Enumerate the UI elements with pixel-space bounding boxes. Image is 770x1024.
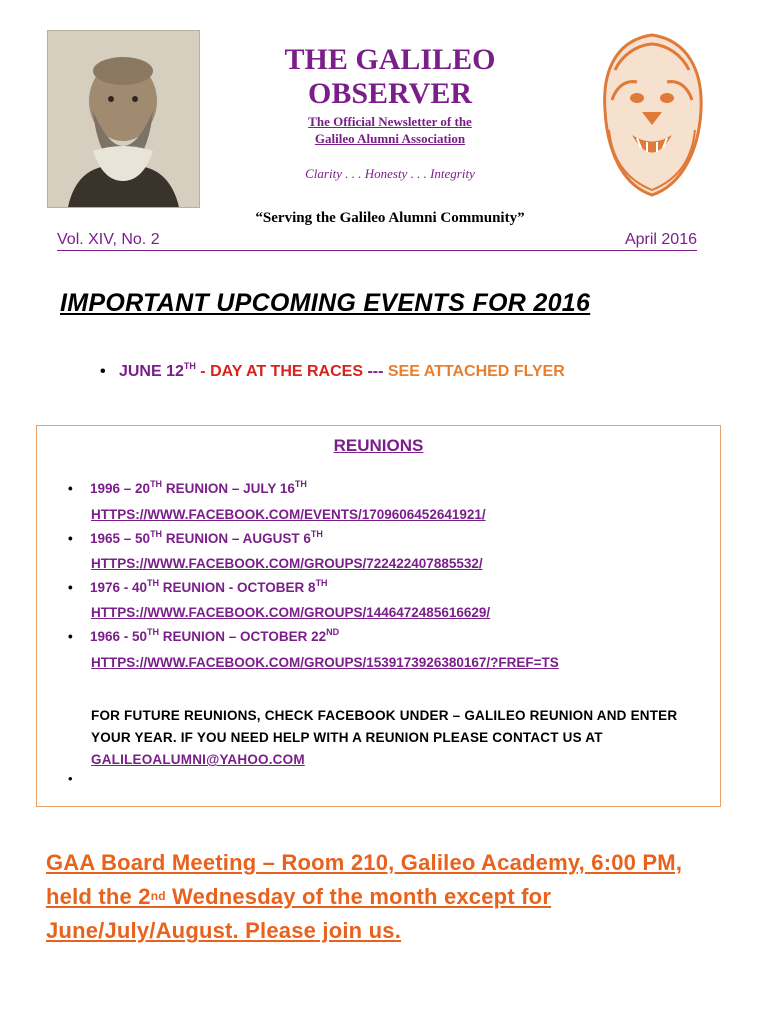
reunion-link[interactable]: HTTPS://WWW.FACEBOOK.COM/GROUPS/1539173926380167/?FREF=TS (91, 655, 559, 670)
galileo-portrait-image (47, 30, 200, 208)
future-reunions-text: FOR FUTURE REUNIONS, CHECK FACEBOOK UNDER – GALILEO REUNION AND ENTER YOUR YEAR. IF YOU NEED HELP WITH A REUNION PLEASE CONTACT US AT (91, 708, 678, 745)
reunion-item: • 1965 – 50TH REUNION – AUGUST 6TH (68, 529, 323, 546)
reunion-item: • 1966 - 50TH REUNION – OCTOBER 22ND (68, 627, 340, 644)
issue-date: April 2016 (624, 231, 697, 248)
board-text-end: Wednesday of the month except for June/July/August. Please join us. (46, 884, 552, 943)
board-text-start: GAA Board Meeting – Room 210, Galileo Academy, 6:00 PM, held the 2 (46, 850, 683, 909)
event-separator: --- (363, 363, 388, 380)
reunion-link[interactable]: HTTPS://WWW.FACEBOOK.COM/GROUPS/1446472485616629/ (91, 605, 491, 620)
board-meeting-notice (46, 846, 726, 948)
volume-number: Vol. XIV, No. 2 (57, 231, 160, 248)
newsletter-subtitle (250, 113, 530, 147)
newsletter-title (240, 43, 540, 111)
subtitle-line-1: The Official Newsletter of the (308, 114, 472, 129)
serving-tagline: “Serving the Galileo Alumni Community” (255, 210, 525, 226)
reunions-title: REUNIONS (333, 436, 424, 455)
bullet-dot: • (68, 531, 73, 546)
lion-mascot-image (597, 30, 707, 200)
masthead-divider (57, 250, 697, 251)
bullet-dot: • (68, 481, 73, 496)
subtitle-line-2: Galileo Alumni Association (314, 131, 466, 146)
event-date: JUNE 12TH (118, 361, 196, 380)
contact-email-link[interactable]: GALILEOALUMNI@YAHOO.COM (91, 752, 305, 767)
event-note: SEE ATTACHED FLYER (387, 363, 565, 380)
events-headline: IMPORTANT UPCOMING EVENTS FOR 2016 (60, 289, 591, 317)
bullet-dot: • (68, 771, 73, 786)
title-line-2: OBSERVER (308, 77, 472, 110)
event-item-day-at-races (100, 363, 565, 381)
event-name: DAY AT THE RACES (210, 363, 363, 380)
future-reunions-note (91, 705, 711, 771)
reunion-item: • 1996 – 20TH REUNION – JULY 16TH (68, 479, 307, 496)
title-line-1: THE GALILEO (284, 43, 496, 76)
bullet-dot: • (100, 363, 119, 380)
event-dash: - (195, 363, 211, 380)
motto: Clarity . . . Honesty . . . Integrity (305, 166, 475, 181)
bullet-dot: • (68, 629, 73, 644)
reunion-item: • 1976 - 40TH REUNION - OCTOBER 8TH (68, 578, 328, 595)
board-ordinal: nd (150, 889, 166, 903)
bullet-dot: • (68, 580, 73, 595)
reunion-link[interactable]: HTTPS://WWW.FACEBOOK.COM/GROUPS/722422407885532/ (91, 556, 483, 571)
reunion-link[interactable]: HTTPS://WWW.FACEBOOK.COM/EVENTS/1709606452641921/ (91, 507, 486, 522)
